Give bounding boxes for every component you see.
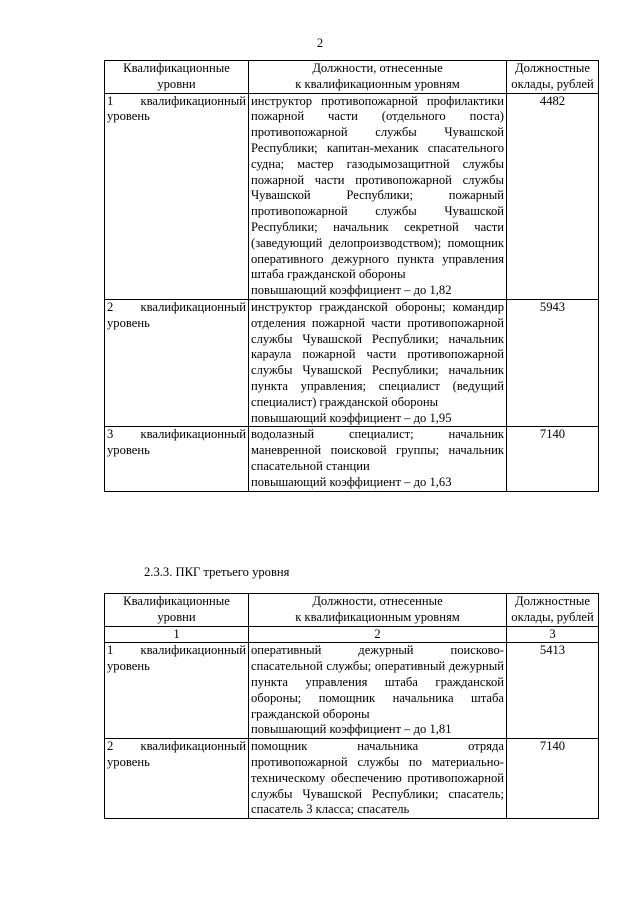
positions-cell: инструктор гражданской обороны; командир отделения пожарной части противопожарной службы Чувашской Республики; начальник караула пожарной части противопожарной службы Чувашской Республики; начальник пункта управления; специалист (ведущий специалист) гражданской обороны повышающий коэффициент – до 1,95 bbox=[249, 299, 507, 426]
table-header-row bbox=[105, 594, 599, 627]
header-salaries: Должностные оклады, рублей bbox=[507, 61, 599, 94]
header-qualification-levels: Квалификационные уровни bbox=[105, 594, 249, 627]
table-row bbox=[105, 643, 599, 739]
page-number: 2 bbox=[316, 36, 324, 50]
column-number: 2 bbox=[249, 626, 507, 643]
salary-value: 7140 bbox=[507, 427, 599, 491]
salary-value: 5413 bbox=[507, 643, 599, 739]
column-number-row bbox=[105, 626, 599, 643]
coefficient-text: повышающий коэффициент – до 1,95 bbox=[251, 410, 452, 425]
salary-value: 4482 bbox=[507, 93, 599, 299]
column-number: 1 bbox=[105, 626, 249, 643]
qualification-level: 2 квалификационный уровень bbox=[105, 739, 249, 819]
salary-value: 5943 bbox=[507, 299, 599, 426]
qualification-level: 3 квалификационный уровень bbox=[105, 427, 249, 491]
table-row bbox=[105, 299, 599, 426]
table-header-row bbox=[105, 61, 599, 94]
header-positions: Должности, отнесенные к квалификационным уровням bbox=[249, 61, 507, 94]
section-title: 2.3.3. ПКГ третьего уровня bbox=[144, 565, 290, 579]
positions-cell: помощник начальника отряда противопожарной службы по материально-техническому обеспечению противопожарной службы Чувашской Республики; спасатель; спасатель 3 класса; спасатель bbox=[249, 739, 507, 819]
header-salaries: Должностные оклады, рублей bbox=[507, 594, 599, 627]
table-row bbox=[105, 93, 599, 299]
positions-cell: водолазный специалист; начальник маневренной поисковой группы; начальник спасательной станции повышающий коэффициент – до 1,63 bbox=[249, 427, 507, 491]
positions-cell: оперативный дежурный поисково-спасательной службы; оперативный дежурный пункта управления штаба гражданской обороны; помощник начальника штаба гражданской обороны повышающий коэффициент – до 1,81 bbox=[249, 643, 507, 739]
salary-table-third-level bbox=[104, 593, 599, 819]
coefficient-text: повышающий коэффициент – до 1,63 bbox=[251, 474, 452, 489]
qualification-level: 2 квалификационный уровень bbox=[105, 299, 249, 426]
coefficient-text: повышающий коэффициент – до 1,82 bbox=[251, 283, 452, 298]
salary-value: 7140 bbox=[507, 739, 599, 819]
positions-cell: инструктор противопожарной профилактики пожарной части (отдельного поста) противопожарной службы Чувашской Республики; капитан-механик спасательного судна; мастер газодымозащитной службы пожарной части противопожарной службы Чувашской Республики; пожарный противопожарной службы Чувашской Республики; начальник секретной части (заведующий делопроизводством); помощник оперативного дежурного пункта управления штаба гражданской обороны повышающий коэффициент – до 1,82 bbox=[249, 93, 507, 299]
coefficient-text: повышающий коэффициент – до 1,81 bbox=[251, 722, 452, 737]
header-qualification-levels: Квалификационные уровни bbox=[105, 61, 249, 94]
table-row bbox=[105, 739, 599, 819]
column-number: 3 bbox=[507, 626, 599, 643]
qualification-level: 1 квалификационный уровень bbox=[105, 93, 249, 299]
salary-table-second-level bbox=[104, 60, 599, 492]
header-positions: Должности, отнесенные к квалификационным уровням bbox=[249, 594, 507, 627]
qualification-level: 1 квалификационный уровень bbox=[105, 643, 249, 739]
table-row bbox=[105, 427, 599, 491]
